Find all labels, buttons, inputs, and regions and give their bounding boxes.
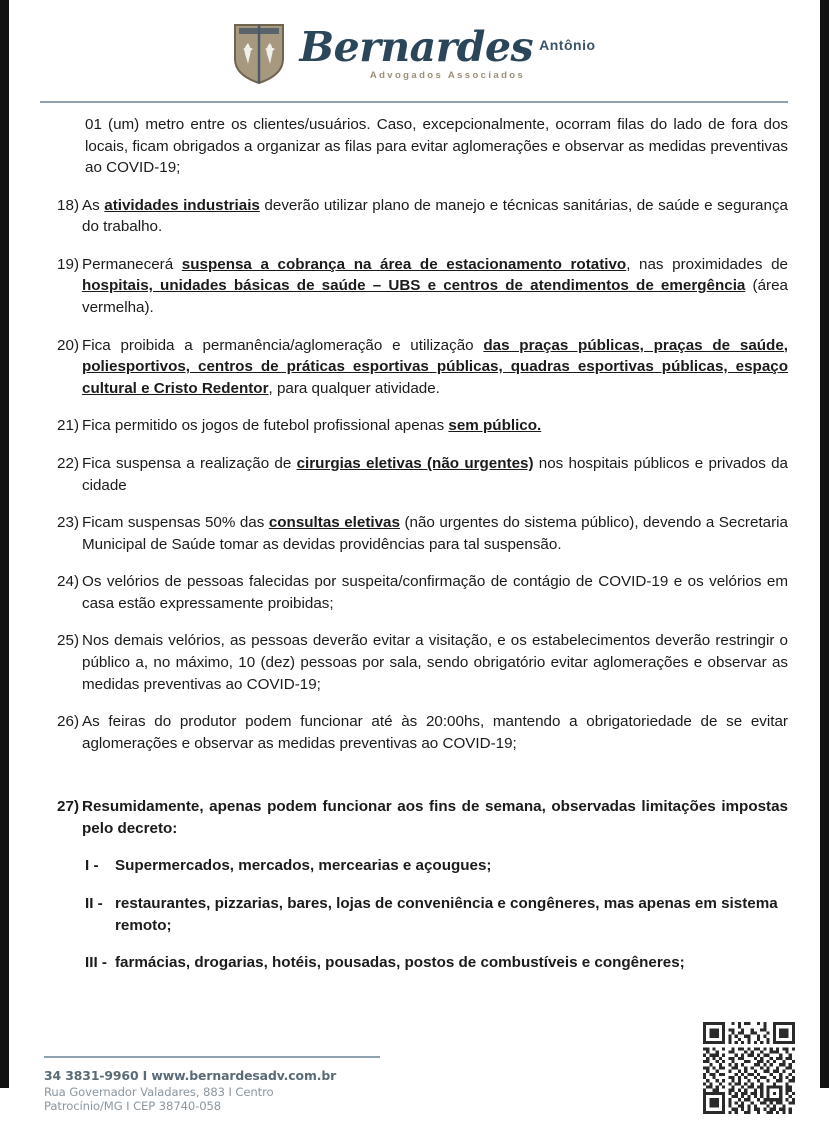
clause-text <box>82 415 788 437</box>
clause-19-emphasis-1: suspensa a cobrança na área de estacionamento rotativo <box>181 255 627 273</box>
header-divider <box>40 101 788 103</box>
clause-20 <box>40 335 788 400</box>
clause-20-emphasis: das praças públicas, praças de saúde, poliesportivos, centros de práticas esportivas públicas, quadras esportivas públicas, espaço cultural e Cristo Redentor <box>82 336 788 397</box>
clause-number: 21) <box>57 417 79 435</box>
scan-edge-left <box>0 0 9 1088</box>
roman-numeral: I - <box>85 857 99 875</box>
clause-text: Nos demais velórios, as pessoas deverão evitar a visitação, e os estabelecimentos deverão restringir o público a, no máximo, 10 (dez) pessoas por sala, sendo obrigatório evitar aglomerações e observar as medidas preventivas ao COVID-19; <box>82 632 788 693</box>
firm-wordmark <box>299 23 596 82</box>
roman-item-ii <box>40 893 788 936</box>
clause-23-emphasis: consultas eletivas <box>268 514 400 532</box>
roman-numeral: III - <box>85 954 107 972</box>
clause-23-part-b: (não urgentes do sistema público), devendo a Secretaria Municipal de Saúde tomar as devidas providências para tal suspensão. <box>82 514 788 553</box>
clause-22-part-b: nos hospitais públicos e privados da cidade <box>82 454 788 494</box>
clause-19 <box>40 254 788 319</box>
clause-23-part-a: Ficam suspensas 50% das <box>82 514 269 532</box>
roman-item-text: Supermercados, mercados, mercearias e açougues; <box>115 857 492 875</box>
footer-city: Patrocínio/MG I CEP 38740-058 <box>44 1099 222 1114</box>
clause-number: 24) <box>57 573 79 591</box>
clause-24 <box>40 571 788 614</box>
qr-code-icon <box>703 1022 795 1114</box>
clause-number: 20) <box>57 336 79 354</box>
clause-text <box>82 335 788 400</box>
clause-number: 22) <box>57 454 79 472</box>
roman-numeral: II - <box>85 895 103 913</box>
clause-27 <box>40 796 788 839</box>
firm-last-name: Bernardes <box>299 23 534 72</box>
clause-text <box>82 195 788 238</box>
footer <box>44 1068 444 1114</box>
clause-text <box>82 254 788 319</box>
clause-18-part-b: deverão utilizar plano de manejo e técnicas sanitárias, de saúde e segurança do trabalho. <box>82 196 788 236</box>
clause-number: 26) <box>57 713 79 731</box>
clause-number: 25) <box>57 632 79 650</box>
scan-edge-right <box>820 0 829 1088</box>
clause-19-emphasis-2: hospitais, unidades básicas de saúde – UBS e centros de atendimentos de emergência <box>82 277 746 295</box>
clause-26 <box>40 711 788 754</box>
clause-23 <box>40 512 788 555</box>
shield-crest-icon <box>233 23 285 85</box>
clause-text: Resumidamente, apenas podem funcionar aos fins de semana, observadas limitações impostas pelo decreto: <box>82 798 788 837</box>
clause-19-part-b: , nas proximidades de <box>626 255 788 273</box>
firm-first-name: Antônio <box>539 37 596 54</box>
clause-20-part-b: , para qualquer atividade. <box>268 379 440 397</box>
section-spacer <box>40 770 788 796</box>
clause-number: 19) <box>57 255 79 273</box>
clause-21-emphasis: sem público. <box>448 417 542 435</box>
clause-20-part-a: Fica proibida a permanência/aglomeração e utilização <box>82 336 484 354</box>
footer-divider <box>44 1056 380 1058</box>
clause-18-part-a: As <box>82 196 105 214</box>
clause-19-part-c: (área vermelha). <box>82 277 788 317</box>
clause-text: 01 (um) metro entre os clientes/usuários. Caso, excepcionalmente, ocorram filas do lado de fora dos locais, ficam obrigados a organizar as filas para evitar aglomerações e observar as medidas preventivas ao COVID-19; <box>85 116 788 177</box>
clause-22 <box>40 453 788 496</box>
firm-tagline: Advogados Associados <box>369 70 526 82</box>
clause-18-emphasis: atividades industriais <box>104 196 260 214</box>
clause-text <box>82 512 788 555</box>
roman-item-text: restaurantes, pizzarias, bares, lojas de conveniência e congêneres, mas apenas em sistema remoto; <box>115 895 778 934</box>
roman-item-iii <box>40 952 788 974</box>
clause-number: 18) <box>57 196 79 214</box>
clause-text: As feiras do produtor podem funcionar até às 20:00hs, mantendo a obrigatoriedade de se evitar aglomerações e observar as medidas preventivas ao COVID-19; <box>82 713 788 752</box>
clause-18 <box>40 195 788 238</box>
roman-item-text: farmácias, drogarias, hotéis, pousadas, postos de combustíveis e congêneres; <box>115 954 685 972</box>
footer-contact[interactable]: 34 3831-9960 I www.bernardesadv.com.br <box>44 1068 337 1083</box>
clause-22-part-a: Fica suspensa a realização de <box>82 454 297 472</box>
clause-number: 27) <box>57 798 79 816</box>
footer-address: Rua Governador Valadares, 883 I Centro <box>44 1085 274 1099</box>
clause-19-part-a: Permanecerá <box>82 255 182 273</box>
roman-item-i <box>40 855 788 877</box>
letterhead <box>0 20 829 88</box>
clause-text <box>82 453 788 496</box>
clause-25 <box>40 630 788 695</box>
clause-22-emphasis: cirurgias eletivas (não urgentes) <box>296 454 534 472</box>
clause-17-continuation <box>40 114 788 179</box>
clause-21 <box>40 415 788 437</box>
clause-text: Os velórios de pessoas falecidas por suspeita/confirmação de contágio de COVID-19 e os velórios em casa estão expressamente proibidas; <box>82 573 788 612</box>
clause-number: 23) <box>57 514 79 532</box>
clause-21-part-a: Fica permitido os jogos de futebol profissional apenas <box>82 417 449 435</box>
document-body <box>40 114 788 990</box>
